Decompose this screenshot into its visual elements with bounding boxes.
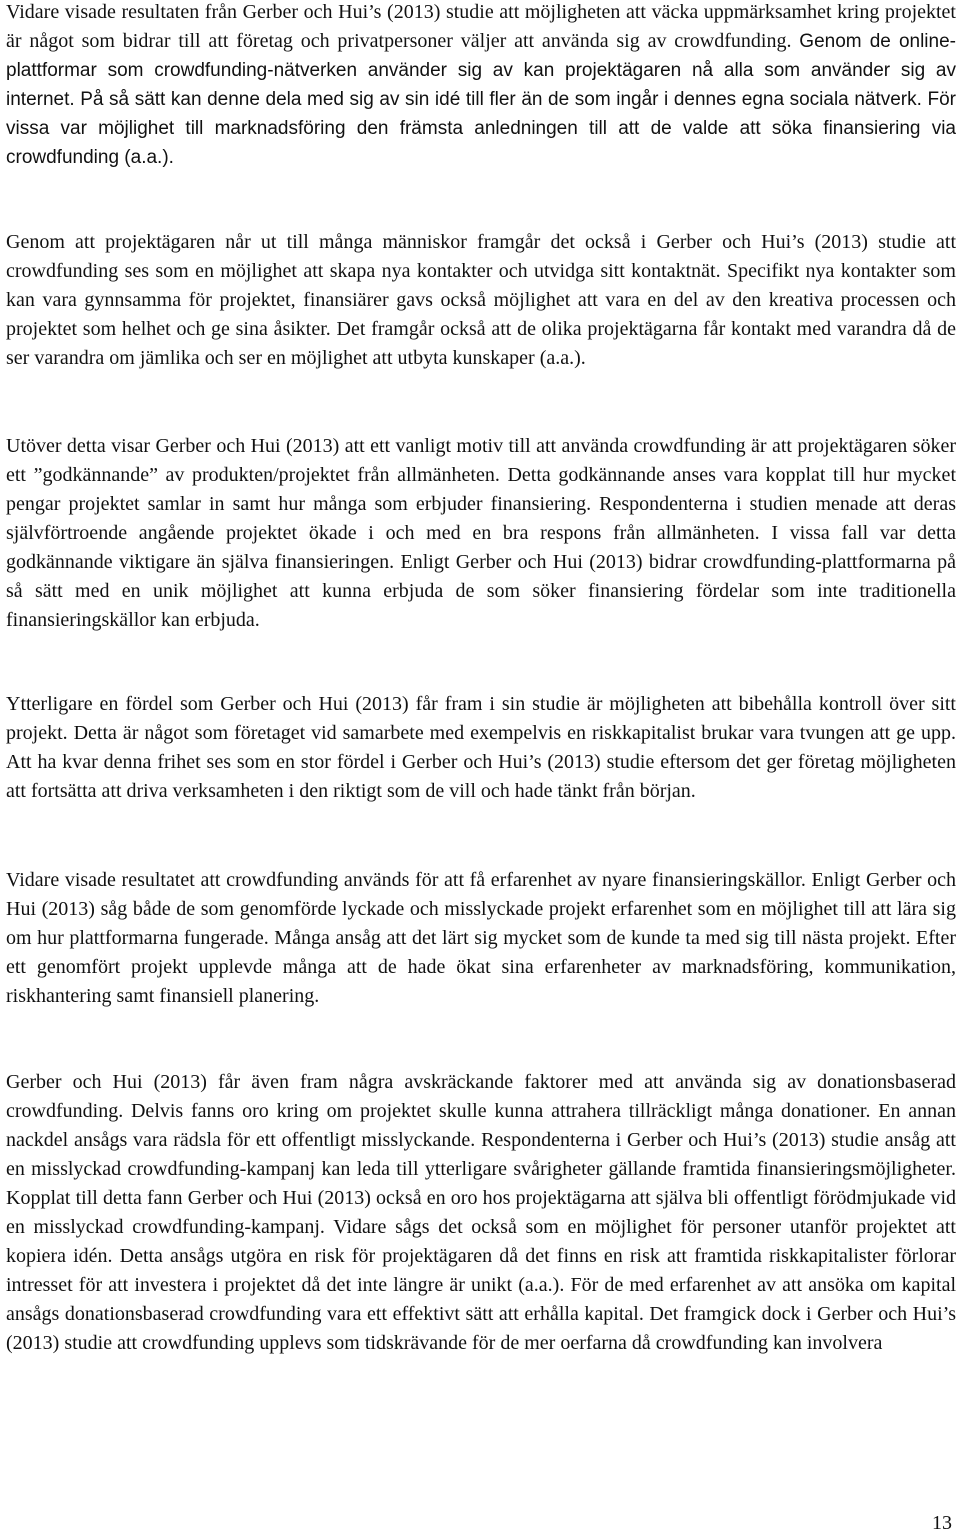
paragraph-5-text: Vidare visade resultatet att crowdfunding används för att få erfarenhet av nyare finansieringskällor. Enligt Gerber och Hui (2013) såg både de som genomförde lyckade och misslyckade projekt erfarenhet som en möjlighet till att lära sig om hur plattformarna fungerade. Många ansåg att det lärt sig mycket som de kunde ta med sig till nästa projekt. Efter ett genomfört projekt upplevde många att de hade ökat sina erfarenheter av marknadsföring, kommunikation, riskhantering samt finansiell planering. (6, 869, 956, 1007)
paragraph-1-text-serif: Vidare visade resultaten från Gerber och Hui’s (2013) studie att möjligheten att väcka uppmärksamhet kring projektet är något som bidrar till att företag och privatpersoner väljer att använda sig av crowdfunding. (6, 1, 956, 52)
paragraph-1 (6, 0, 956, 172)
page-number: 13 (932, 1512, 952, 1534)
paragraph-4 (6, 690, 956, 806)
paragraph-1-text-sans: Genom de online-plattformar som crowdfunding-nätverken använder sig av kan projektägaren nå alla som använder sig av internet. På så sätt kan denne dela med sig av sin idé till fler än de som ingår i dennes egna sociala nätverk. För vissa var möjlighet till marknadsföring den främsta anledningen till att de valde att söka finansiering via crowdfunding (a.a.). (6, 31, 956, 168)
paragraph-2-text: Genom att projektägaren når ut till många människor framgår det också i Gerber och Hui’s (2013) studie att crowdfunding ses som en möjlighet att skapa nya kontakter och utvidga sitt kontaktnät. Specifikt nya kontakter som kan vara gynnsamma för projektet, finansiärer gavs också möjlighet att vara en del av den kreativa processen och projektet som helhet och ge sina åsikter. Det framgår också att de olika projektägarna får kontakt med varandra då de ser varandra om jämlika och ser en möjlighet att utbyta kunskaper (a.a.). (6, 231, 956, 369)
paragraph-2 (6, 228, 956, 373)
paragraph-5 (6, 866, 956, 1011)
paragraph-3-text: Utöver detta visar Gerber och Hui (2013) att ett vanligt motiv till att använda crowdfunding är att projektägaren söker ett ”godkännande” av produkten/projektet från allmänheten. Detta godkännande anses vara kopplat till hur mycket pengar projektet samlar in samt hur många som erbjuder finansiering. Respondenterna i studien menade att deras självförtroende angående projektet ökade i och med en bra respons från allmänheten. I vissa fall var detta godkännande viktigare än själva finansieringen. Enligt Gerber och Hui (2013) bidrar crowdfunding-plattformarna på så sätt med en unik möjlighet att kunna erbjuda de som söker finansiering fördelar som inte traditionella finansieringskällor kan erbjuda. (6, 435, 956, 631)
paragraph-3 (6, 432, 956, 635)
paragraph-6-text: Gerber och Hui (2013) får även fram några avskräckande faktorer med att använda sig av donationsbaserad crowdfunding. Delvis fanns oro kring om projektet skulle kunna attrahera tillräckligt många donationer. En annan nackdel ansågs vara rädsla för ett offentligt misslyckande. Respondenterna i Gerber och Hui’s (2013) studie ansåg att en misslyckad crowdfunding-kampanj kan leda till ytterligare svårigheter gällande framtida finansieringsmöjligheter. Kopplat till detta fann Gerber och Hui (2013) också en oro hos projektägarna att själva bli offentligt förödmjukade vid en misslyckad crowdfunding-kampanj. Vidare sågs det också som en möjlighet för personer utanför projektet att kopiera idén. Detta ansågs utgöra en risk för projektägaren då det finns en risk att framtida riskkapitalister förlorar intresset för att investera i projektet då det inte längre är unikt (a.a.). För de med erfarenhet av att ansöka om kapital ansågs donationsbaserad crowdfunding vara ett effektivt sätt att erhålla kapital. Det framgick dock i Gerber och Hui’s (2013) studie att crowdfunding upplevs som tidskrävande för de mer oerfarna då crowdfunding kan involvera (6, 1071, 956, 1354)
paragraph-4-text: Ytterligare en fördel som Gerber och Hui (2013) får fram i sin studie är möjligheten att bibehålla kontroll över sitt projekt. Detta är något som företaget vid samarbete med exempelvis en riskkapitalist brukar vara tvungen att ge upp. Att ha kvar denna frihet ses som en stor fördel i Gerber och Hui’s (2013) studie eftersom det ger företag möjligheten att fortsätta att driva verksamheten i den riktigt som de vill och hade tänkt från början. (6, 693, 956, 802)
paragraph-6 (6, 1068, 956, 1358)
